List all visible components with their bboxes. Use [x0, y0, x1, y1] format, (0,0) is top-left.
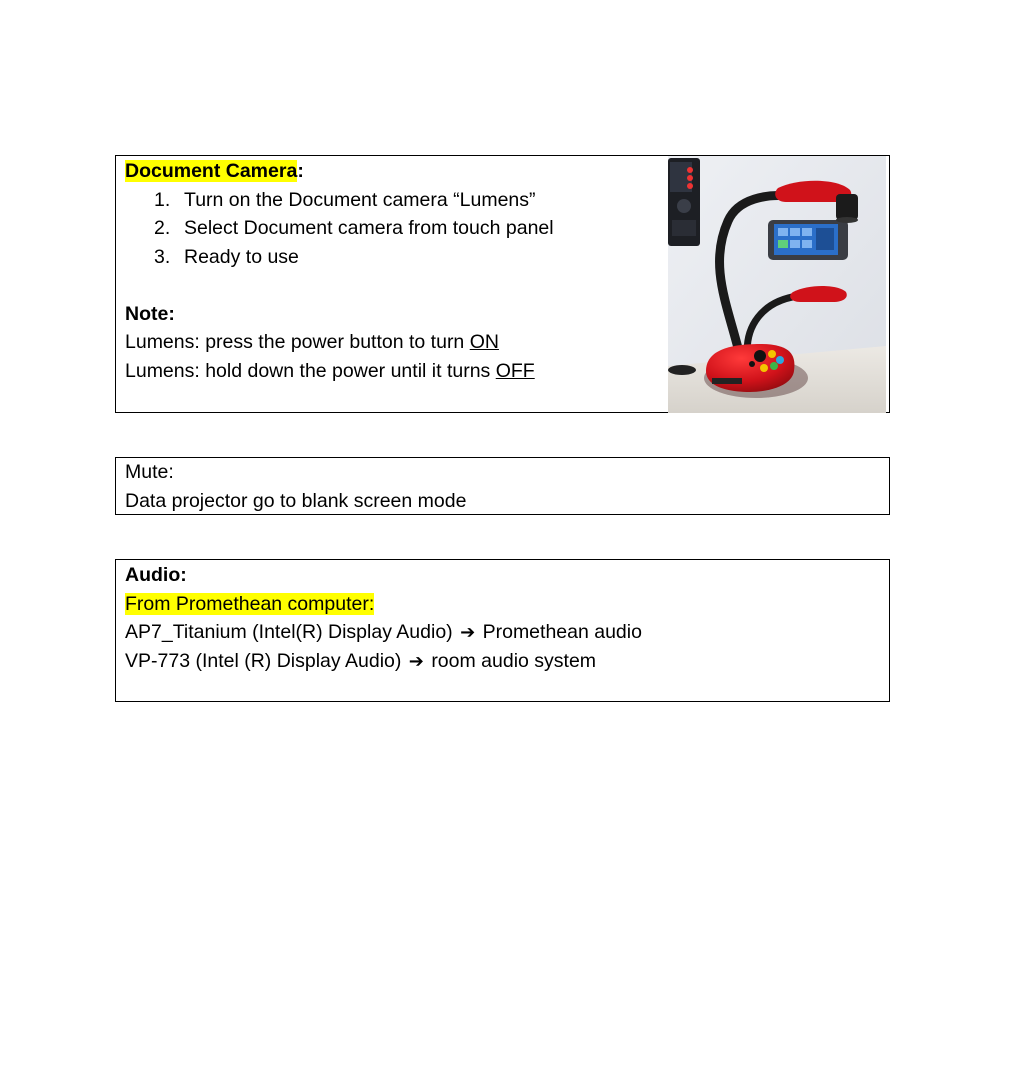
- note-on-line: [125, 328, 554, 357]
- step-item: [125, 243, 554, 272]
- step-number: 3.: [154, 245, 171, 268]
- document-camera-illustration: [668, 156, 886, 413]
- document-camera-photo: [668, 156, 886, 413]
- right-arrow-icon: ➔: [460, 622, 476, 642]
- right-arrow-icon: ➔: [408, 650, 424, 671]
- audio-route-source: VP-773 (Intel (R) Display Audio): [125, 649, 402, 672]
- mute-description: Data projector go to blank screen mode: [125, 489, 467, 512]
- note-off-word: OFF: [495, 359, 535, 382]
- note-off-line: [125, 357, 554, 386]
- audio-text: [125, 561, 642, 675]
- step-text: Turn on the Document camera “Lumens”: [184, 188, 536, 211]
- note-on-prefix: Lumens: press the power button to turn: [125, 331, 470, 353]
- audio-route-source: AP7_Titanium (Intel(R) Display Audio): [125, 621, 453, 643]
- step-number: 1.: [154, 188, 171, 211]
- audio-subheading: From Promethean computer:: [125, 592, 375, 615]
- document-camera-section: [115, 155, 890, 413]
- mute-section: [115, 457, 890, 515]
- note-off-prefix: Lumens: hold down the power until it turns: [125, 359, 496, 382]
- audio-route-line: [125, 618, 642, 647]
- mute-text: [125, 458, 466, 515]
- note-heading: Note:: [125, 302, 175, 325]
- audio-route-target: Promethean audio: [482, 621, 642, 643]
- document-camera-heading-colon: :: [297, 160, 304, 182]
- step-item: [125, 186, 554, 215]
- audio-subheading-line: [125, 590, 642, 619]
- document-camera-text: [125, 157, 554, 385]
- document-camera-heading: Document Camera: [125, 160, 298, 182]
- audio-heading: Audio:: [125, 564, 187, 586]
- document-camera-heading-line: [125, 157, 554, 186]
- audio-section: [115, 559, 890, 702]
- mute-heading: Mute:: [125, 461, 174, 483]
- audio-route-target: room audio system: [431, 649, 597, 672]
- audio-route-line: [125, 647, 642, 676]
- step-item: [125, 214, 554, 243]
- step-text: Ready to use: [184, 245, 299, 268]
- note-on-word: ON: [469, 331, 499, 353]
- step-text: Select Document camera from touch panel: [184, 217, 554, 239]
- step-number: 2.: [154, 217, 171, 239]
- spacer: [125, 271, 554, 300]
